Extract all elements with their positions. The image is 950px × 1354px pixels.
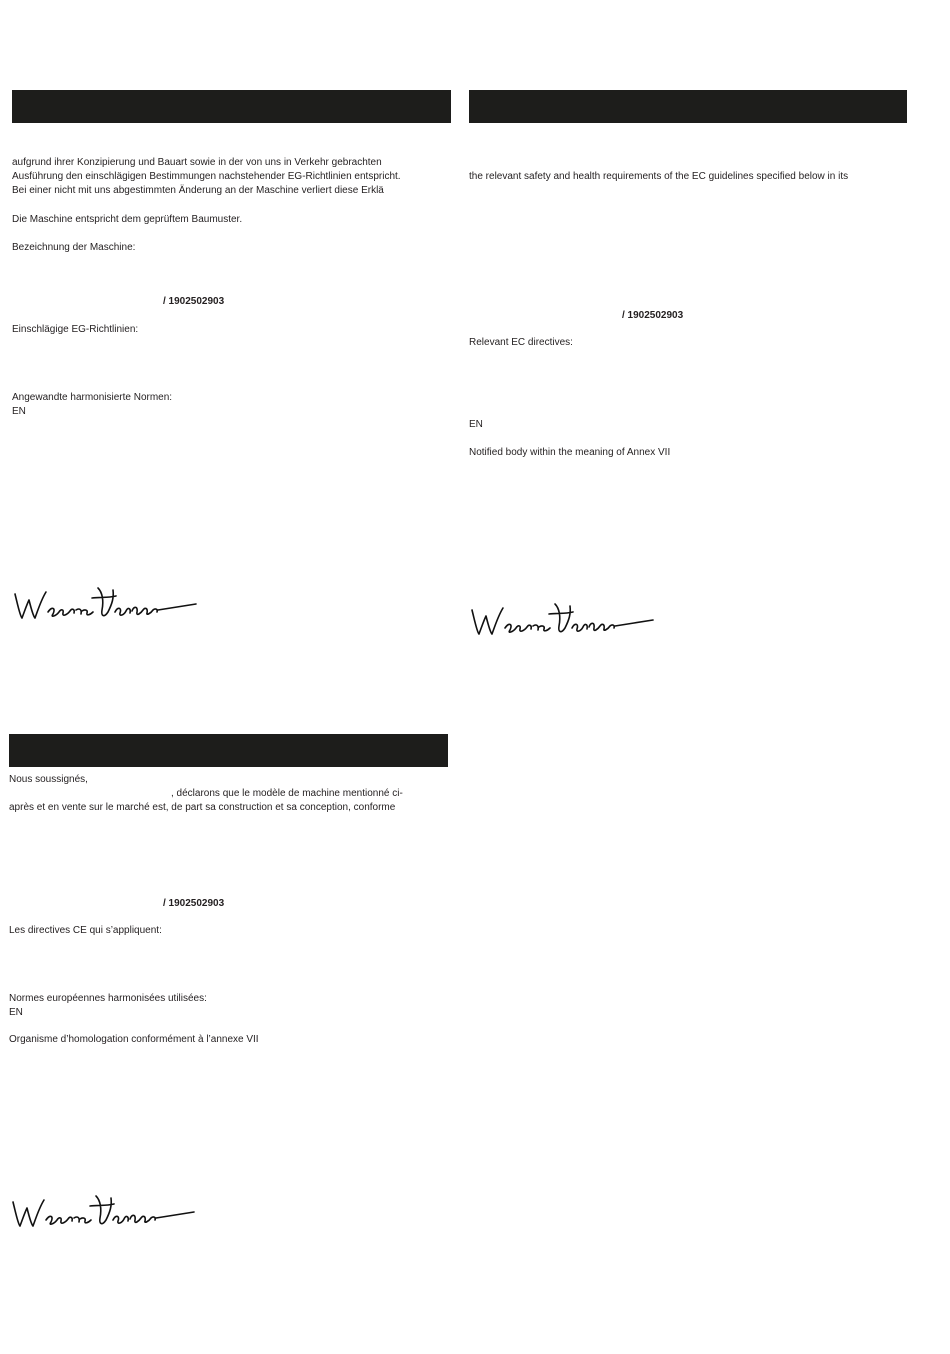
handwritten-signature-image bbox=[469, 596, 655, 642]
fr-standards-value: EN bbox=[9, 1007, 23, 1018]
en-standards-value: EN bbox=[469, 419, 483, 430]
en-directives-label: Relevant EC directives: bbox=[469, 337, 573, 348]
fr-directives-label: Les directives CE qui s’appliquent: bbox=[9, 925, 162, 936]
handwritten-signature-image bbox=[12, 580, 198, 626]
fr-standards-label: Normes européennes harmonisées utilisées: bbox=[9, 993, 207, 1004]
german-section-header-bar bbox=[12, 90, 451, 123]
signature-de bbox=[12, 580, 198, 626]
signature-fr bbox=[10, 1188, 196, 1234]
en-intro-line-1: the relevant safety and health requirements of the EC guidelines specified below in its bbox=[469, 171, 849, 182]
fr-intro-line-2: , déclarons que le modèle de machine mentionné ci- bbox=[171, 788, 403, 799]
english-section-header-bar bbox=[469, 90, 907, 123]
fr-intro-line-1: Nous soussignés, bbox=[9, 774, 88, 785]
de-article-number: / 1902502903 bbox=[163, 296, 225, 307]
en-notified-body-label: Notified body within the meaning of Annex VII bbox=[469, 447, 671, 458]
de-type-tested-statement: Die Maschine entspricht dem geprüftem Baumuster. bbox=[12, 214, 243, 225]
de-intro-line-3: Bei einer nicht mit uns abgestimmten Änderung an der Maschine verliert diese Erklä bbox=[12, 185, 384, 196]
french-section-header-bar bbox=[9, 734, 448, 767]
fr-notified-body-label: Organisme d’homologation conformément à l’annexe VII bbox=[9, 1034, 259, 1045]
fr-intro-line-3: après et en vente sur le marché est, de part sa construction et sa conception, conforme bbox=[9, 802, 396, 813]
de-intro-line-2: Ausführung den einschlägigen Bestimmungen nachstehender EG-Richtlinien entspricht. bbox=[12, 171, 401, 182]
de-directives-label: Einschlägige EG-Richtlinien: bbox=[12, 324, 139, 335]
signature-en bbox=[469, 596, 655, 642]
en-article-number: / 1902502903 bbox=[622, 310, 684, 321]
handwritten-signature-image bbox=[10, 1188, 196, 1234]
de-machine-label: Bezeichnung der Maschine: bbox=[12, 242, 136, 253]
de-standards-label: Angewandte harmonisierte Normen: bbox=[12, 392, 173, 403]
fr-article-number: / 1902502903 bbox=[163, 898, 225, 909]
de-standards-value: EN bbox=[12, 406, 26, 417]
de-intro-line-1: aufgrund ihrer Konzipierung und Bauart sowie in der von uns in Verkehr gebrachten bbox=[12, 157, 382, 168]
